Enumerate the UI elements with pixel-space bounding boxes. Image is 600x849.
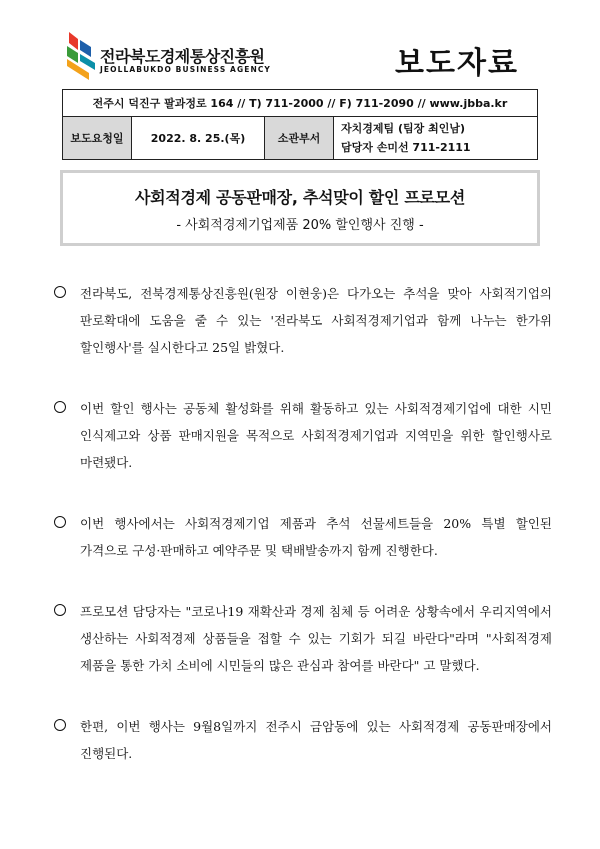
- org-name-english: JEOLLABUKDO BUSINESS AGENCY: [100, 65, 271, 74]
- department-info: [334, 117, 538, 160]
- paragraph-text: 이번 할인 행사는 공동체 활성화를 위해 활동하고 있는 사회적경제기업에 대한 시민 인식제고와 상품 판매지원을 목적으로 사회적경제기업과 지역민을 위한 할인행사로 마련됐다.: [80, 401, 552, 470]
- contact-row: [63, 90, 538, 117]
- paragraph-5: [52, 713, 552, 767]
- org-name: 전라북도경제통상진흥원: [100, 47, 265, 66]
- paragraph-4: [52, 598, 552, 679]
- request-date-value: 2022. 8. 25.(목): [132, 117, 265, 160]
- department-team: 자치경제팀 (팀장 최인남): [341, 122, 465, 135]
- circle-bullet-icon: [54, 604, 66, 616]
- paragraph-text: 한편, 이번 행사는 9월8일까지 전주시 금암동에 있는 사회적경제 공동판매장에서 진행된다.: [80, 719, 552, 761]
- paragraph-text: 전라북도, 전북경제통상진흥원(원장 이현웅)은 다가오는 추석을 맞아 사회적기업의 판로확대에 도움을 줄 수 있는 '전라북도 사회적경제기업과 함께 나누는 한가위 할인행사'를 실시한다고 25일 밝혔다.: [80, 286, 552, 355]
- headline: 사회적경제 공동판매장, 추석맞이 할인 프로모션: [135, 188, 465, 207]
- circle-bullet-icon: [54, 516, 66, 528]
- document-header: [0, 0, 600, 90]
- department-contact: 담당자 손미선 711-2111: [341, 141, 471, 154]
- info-table: [62, 89, 538, 160]
- paragraph-3: [52, 510, 552, 564]
- request-date-label: 보도요청일: [63, 117, 132, 160]
- circle-bullet-icon: [54, 286, 66, 298]
- request-row: [63, 117, 538, 160]
- contact-info: 전주시 덕진구 팔과정로 164 // T) 711-2000 // F) 711-2090 // www.jbba.kr: [63, 90, 538, 117]
- paragraph-2: [52, 395, 552, 476]
- subheadline: - 사회적경제기업제품 20% 할인행사 진행 -: [176, 218, 424, 233]
- department-label: 소관부서: [265, 117, 334, 160]
- article-body: [52, 280, 552, 801]
- paragraph-1: [52, 280, 552, 361]
- circle-bullet-icon: [54, 401, 66, 413]
- agency-logo-icon: [63, 30, 103, 82]
- document-type-title: 보도자료: [395, 46, 519, 81]
- paragraph-text: 이번 행사에서는 사회적경제기업 제품과 추석 선물세트들을 20% 특별 할인된 가격으로 구성·판매하고 예약주문 및 택배발송까지 함께 진행한다.: [80, 516, 552, 558]
- paragraph-text: 프로모션 담당자는 "코로나19 재확산과 경제 침체 등 어려운 상황속에서 우리지역에서 생산하는 사회적경제 상품들을 접할 수 있는 기회가 되길 바란다"라며 "사회적경제 제품을 통한 가치 소비에 시민들의 많은 관심과 참여를 바란다" 고 말했다.: [80, 604, 552, 673]
- circle-bullet-icon: [54, 719, 66, 731]
- headline-box: [60, 170, 540, 246]
